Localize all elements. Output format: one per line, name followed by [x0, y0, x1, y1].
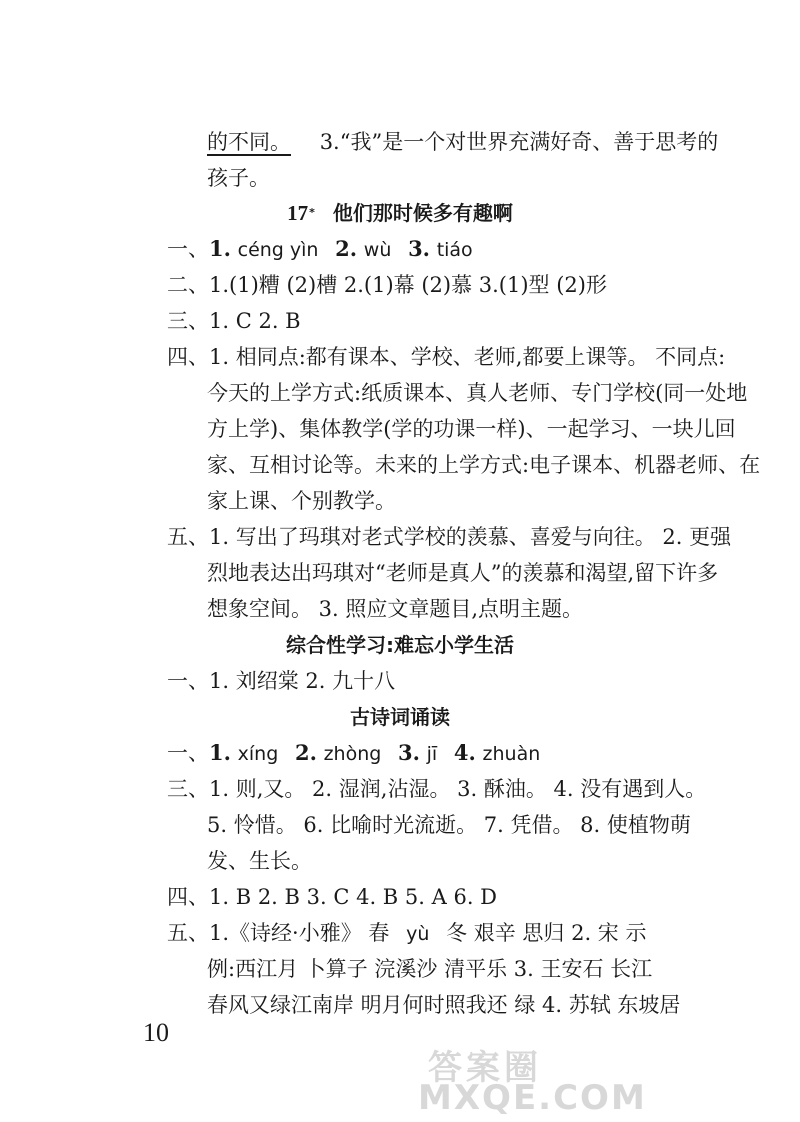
answer-line: 例:西江月 卜算子 浣溪沙 清平乐 3. 王安石 长江: [207, 957, 653, 981]
pinyin-text: zhòng: [323, 743, 382, 765]
question-marker: 一、: [167, 741, 209, 765]
question-marker: 一、: [167, 237, 209, 261]
pinyin-text: tiáo: [436, 239, 473, 261]
answer-line: 三、1. 则,又。 2. 湿润,沾湿。 3. 酥油。 4. 没有遇到人。: [167, 777, 707, 801]
watermark-url: MXQE.COM: [418, 1078, 647, 1118]
item-number: 2.: [335, 236, 358, 261]
answer-line: [167, 918, 646, 948]
item-number: 3.: [398, 740, 420, 765]
answer-line: 家上课、个别教学。: [207, 489, 396, 513]
pinyin-text: jī: [426, 743, 438, 765]
text-segment: 五、1.《诗经·小雅》 春: [167, 921, 390, 945]
section-heading: [0, 198, 800, 228]
answer-line: [167, 234, 473, 264]
item-number: 1.: [209, 740, 231, 765]
answer-line: 家、互相讨论等。未来的上学方式:电子课本、机器老师、在: [207, 453, 761, 477]
answer-line: 五、1. 写出了玛琪对老式学校的羡慕、喜爱与向往。 2. 更强: [167, 525, 732, 549]
text-line: [207, 127, 718, 157]
item-number: 3.: [408, 236, 430, 261]
pinyin-text: zhuàn: [482, 743, 541, 765]
answer-line: 5. 怜惜。 6. 比喻时光流逝。 7. 凭借。 8. 使植物萌: [207, 813, 691, 837]
pinyin-text: xíng: [237, 743, 279, 765]
answer-line: 四、1. B 2. B 3. C 4. B 5. A 6. D: [167, 885, 498, 909]
answer-line: 一、1. 刘绍棠 2. 九十八: [167, 669, 396, 693]
pinyin-text: yù: [406, 923, 430, 945]
item-number: 2.: [294, 740, 317, 765]
answer-line: 二、1.(1)糟 (2)槽 2.(1)幕 (2)慕 3.(1)型 (2)形: [167, 273, 607, 297]
item-number: 1.: [209, 236, 231, 261]
section-heading: 古诗词诵读: [350, 705, 450, 729]
item-number: 4.: [453, 740, 476, 765]
optional-star: *: [309, 206, 315, 219]
page-number: 10: [143, 1018, 169, 1047]
pinyin-text: wù: [363, 239, 392, 261]
answer-line: 方上学)、集体教学(学的功课一样)、一起学习、一块儿回: [207, 417, 736, 441]
underlined-text: 的不同。: [207, 130, 291, 154]
watermark-logo: [418, 1040, 798, 1120]
text-line: 孩子。: [207, 166, 270, 190]
answer-line: 春风又绿江南岸 明月何时照我还 绿 4. 苏轼 东坡居: [207, 993, 681, 1017]
pinyin-text: céng yìn: [237, 239, 319, 261]
lesson-title: 他们那时候多有趣啊: [332, 201, 513, 225]
answer-line: 三、1. C 2. B: [167, 309, 301, 333]
answer-line: [167, 738, 540, 768]
answer-line: 发、生长。: [207, 849, 312, 873]
answer-line: 四、1. 相同点:都有课本、学校、老师,都要上课等。 不同点:: [167, 345, 726, 369]
text-segment: 3.“我”是一个对世界充满好奇、善于思考的: [319, 130, 719, 154]
text-segment: 冬 艰辛 思归 2. 宋 示: [446, 921, 647, 945]
answer-line: 想象空间。 3. 照应文章题目,点明主题。: [207, 597, 584, 621]
watermark-chinese: 答案圈: [428, 1048, 542, 1088]
section-heading: 综合性学习:难忘小学生活: [286, 633, 514, 657]
lesson-number: 17: [287, 201, 309, 225]
answer-line: 今天的上学方式:纸质课本、真人老师、专门学校(同一处地: [207, 381, 748, 405]
answer-line: 烈地表达出玛琪对“老师是真人”的羡慕和渴望,留下许多: [207, 561, 719, 585]
